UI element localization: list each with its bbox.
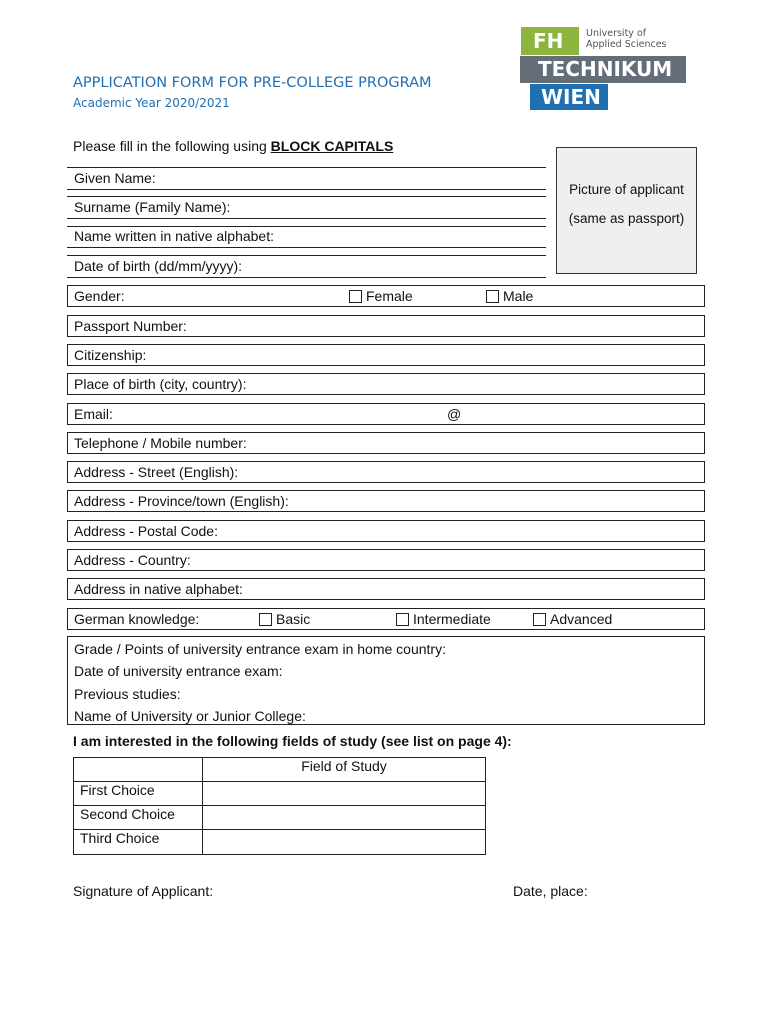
- divider: [67, 247, 546, 248]
- divider: [67, 255, 546, 256]
- given-name-field[interactable]: Given Name:: [74, 170, 156, 186]
- german-label: German knowledge:: [74, 611, 200, 627]
- logo-university-text: University of Applied Sciences: [586, 28, 667, 50]
- german-knowledge-row: [67, 608, 705, 630]
- instruction-text: Please fill in the following using BLOCK CAPITALS: [73, 138, 394, 154]
- checkbox-icon[interactable]: [486, 290, 499, 303]
- german-basic-option[interactable]: Basic: [259, 611, 310, 627]
- fh-technikum-wien-logo: [520, 27, 690, 111]
- divider: [67, 189, 546, 190]
- education-section[interactable]: [67, 636, 705, 725]
- grade-label: Grade / Points of university entrance exam in home country:: [74, 641, 446, 657]
- gender-female-option[interactable]: Female: [349, 288, 413, 304]
- email-at-sign: @: [447, 406, 462, 422]
- field-of-study-table: [73, 757, 486, 855]
- logo-fh: FH: [521, 27, 579, 55]
- telephone-field[interactable]: Telephone / Mobile number:: [67, 432, 705, 454]
- third-choice-input[interactable]: [203, 830, 486, 855]
- surname-field[interactable]: Surname (Family Name):: [74, 199, 231, 215]
- gender-male-option[interactable]: Male: [486, 288, 533, 304]
- first-choice-input[interactable]: [203, 782, 486, 806]
- divider: [67, 277, 546, 278]
- photo-label: Picture of applicant: [569, 182, 684, 197]
- german-advanced-option[interactable]: Advanced: [533, 611, 612, 627]
- address-province-field[interactable]: Address - Province/town (English):: [67, 490, 705, 512]
- logo-wien: WIEN: [530, 84, 608, 110]
- address-postal-field[interactable]: Address - Postal Code:: [67, 520, 705, 542]
- divider: [67, 196, 546, 197]
- gender-label: Gender:: [74, 288, 125, 304]
- study-heading: I am interested in the following fields of study (see list on page 4):: [73, 733, 512, 749]
- field-of-study-header: Field of Study: [203, 758, 486, 782]
- applicant-photo-box[interactable]: [556, 147, 697, 274]
- email-field[interactable]: Email: @: [67, 403, 705, 425]
- table-corner-cell: [74, 758, 203, 782]
- first-choice-label: First Choice: [74, 782, 203, 806]
- form-title: APPLICATION FORM FOR PRE-COLLEGE PROGRAM: [73, 75, 432, 91]
- academic-year: Academic Year 2020/2021: [73, 96, 230, 110]
- divider: [67, 226, 546, 227]
- photo-note: (same as passport): [568, 211, 685, 226]
- second-choice-label: Second Choice: [74, 806, 203, 830]
- place-of-birth-field[interactable]: Place of birth (city, country):: [67, 373, 705, 395]
- date-place-label: Date, place:: [513, 883, 588, 899]
- address-native-field[interactable]: Address in native alphabet:: [67, 578, 705, 600]
- previous-studies-label: Previous studies:: [74, 686, 181, 702]
- divider: [67, 218, 546, 219]
- date-of-birth-field[interactable]: Date of birth (dd/mm/yyyy):: [74, 258, 243, 274]
- checkbox-icon[interactable]: [349, 290, 362, 303]
- native-name-field[interactable]: Name written in native alphabet:: [74, 228, 274, 244]
- second-choice-input[interactable]: [203, 806, 486, 830]
- divider: [67, 167, 546, 168]
- passport-field[interactable]: Passport Number:: [67, 315, 705, 337]
- gender-row: [67, 285, 705, 307]
- checkbox-icon[interactable]: [533, 613, 546, 626]
- citizenship-field[interactable]: Citizenship:: [67, 344, 705, 366]
- address-country-field[interactable]: Address - Country:: [67, 549, 705, 571]
- checkbox-icon[interactable]: [259, 613, 272, 626]
- address-street-field[interactable]: Address - Street (English):: [67, 461, 705, 483]
- university-name-label: Name of University or Junior College:: [74, 708, 306, 724]
- checkbox-icon[interactable]: [396, 613, 409, 626]
- exam-date-label: Date of university entrance exam:: [74, 663, 283, 679]
- third-choice-label: Third Choice: [74, 830, 203, 855]
- german-intermediate-option[interactable]: Intermediate: [396, 611, 491, 627]
- signature-label: Signature of Applicant:: [73, 883, 214, 899]
- logo-technikum: TECHNIKUM: [520, 56, 686, 83]
